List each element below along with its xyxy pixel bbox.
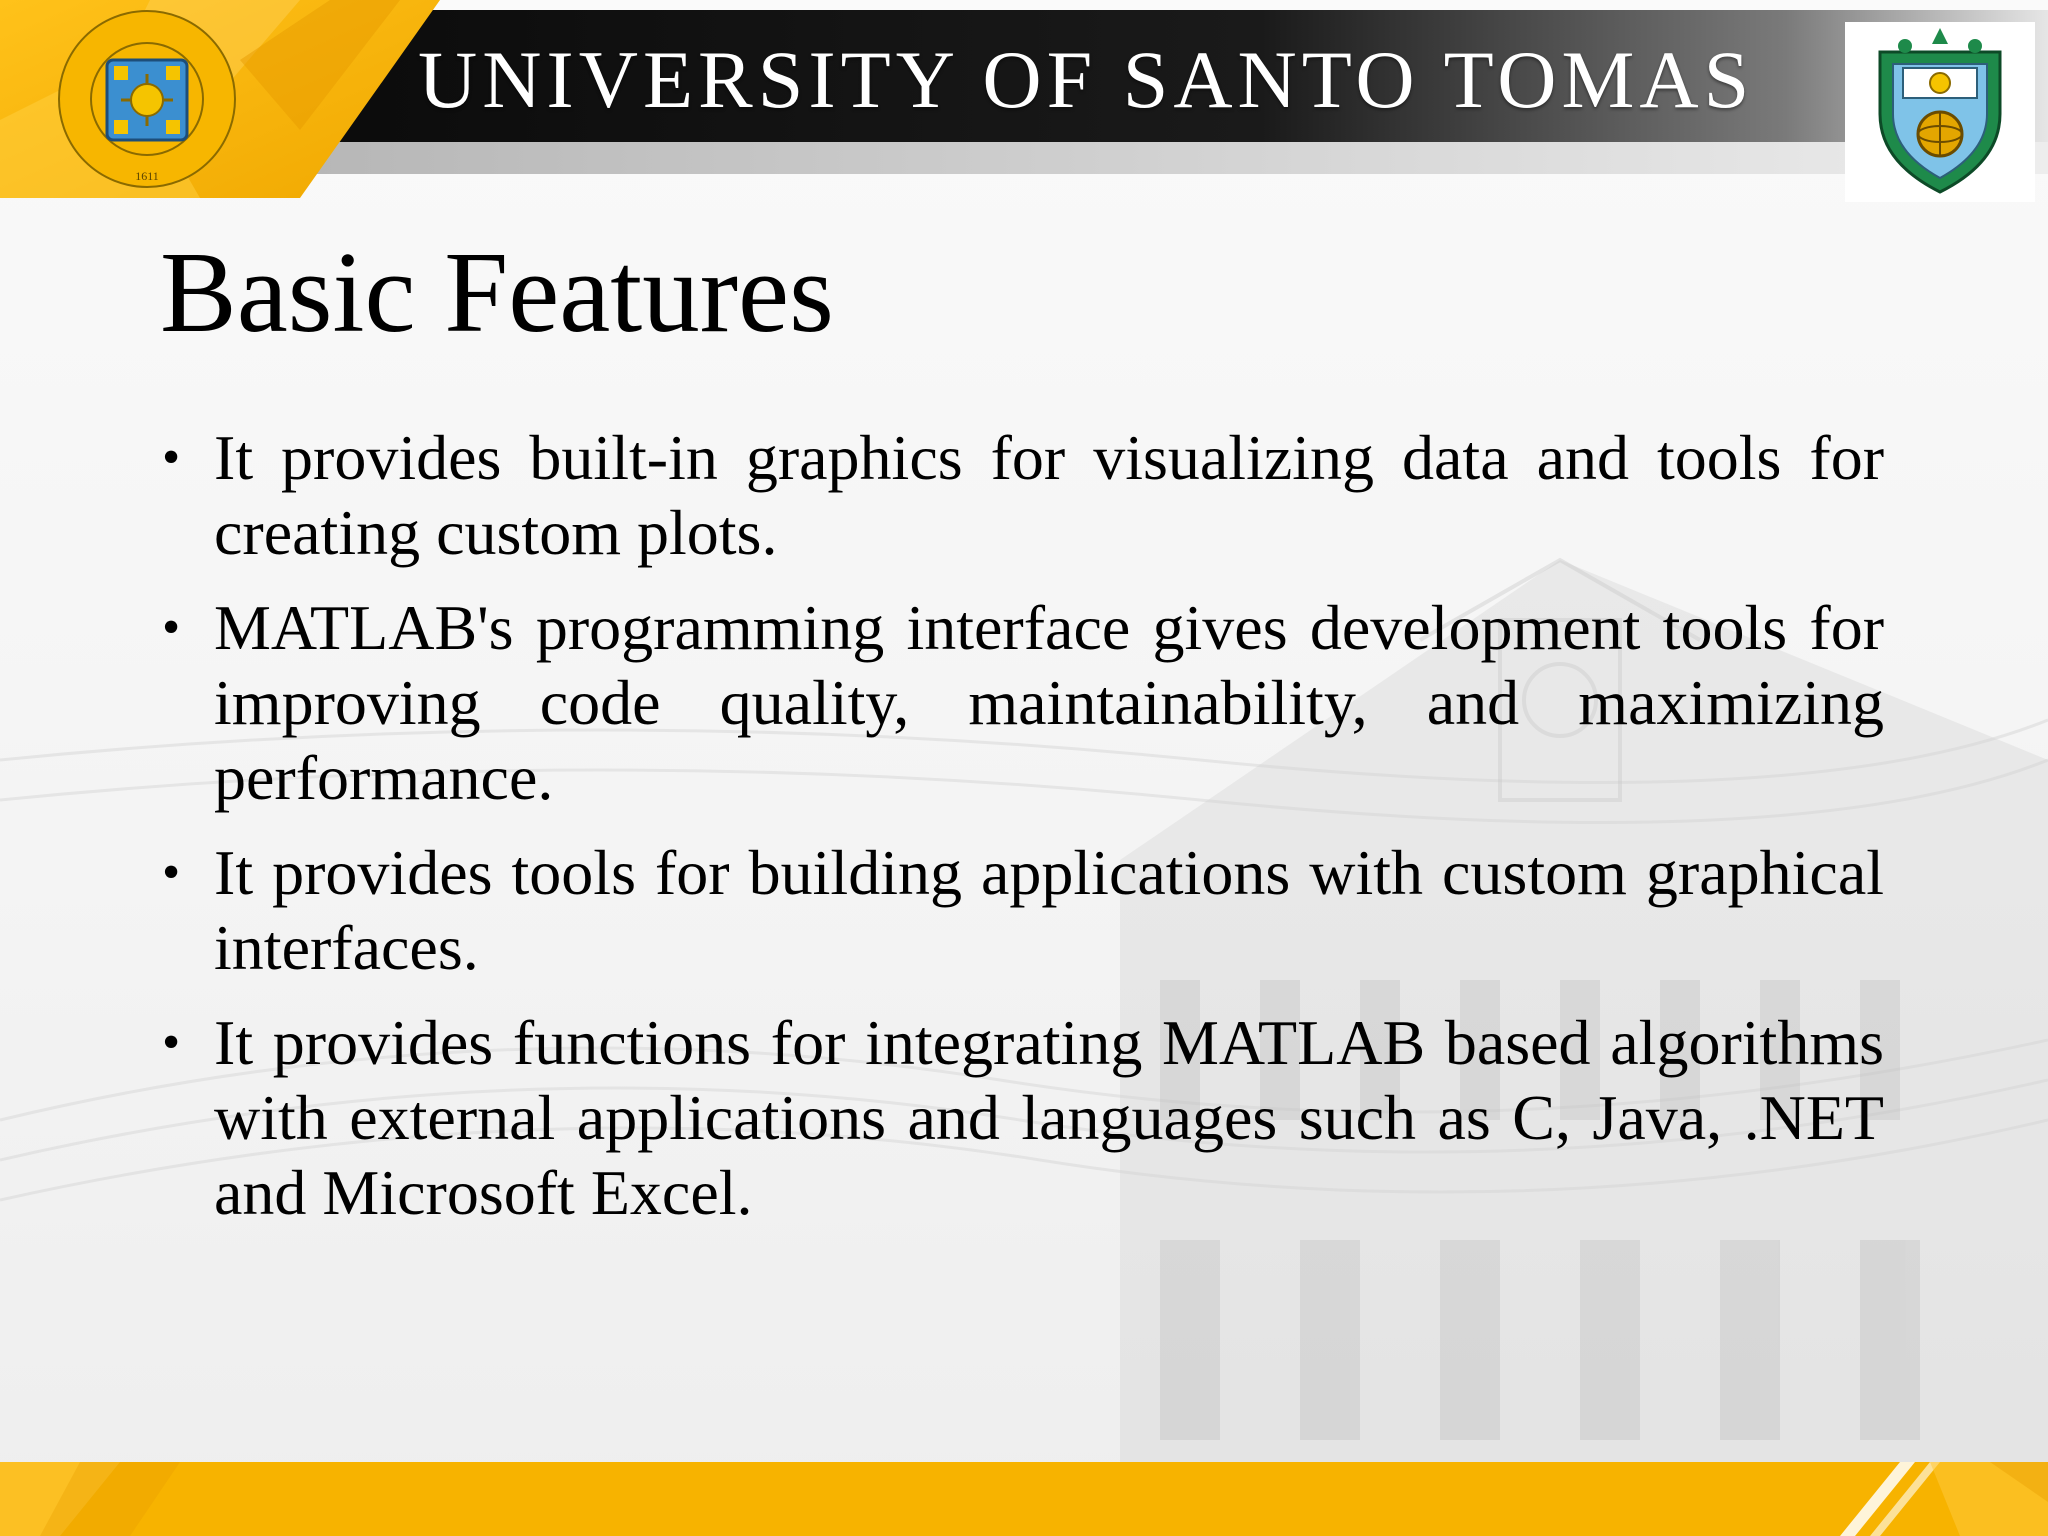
bullet-item <box>162 835 1884 985</box>
coat-of-arms-icon <box>1845 22 2035 202</box>
bullet-list <box>162 420 1884 1250</box>
university-seal-icon <box>38 4 256 194</box>
bullet-marker: • <box>162 599 181 656</box>
bullet-marker: • <box>162 844 181 901</box>
footer-banner <box>0 1462 2048 1536</box>
bullet-item <box>162 420 1884 570</box>
bullet-text: MATLAB's programming interface gives development tools for improving code quality, maintainability, and maximizing performance. <box>214 592 1884 813</box>
bullet-text: It provides tools for building applications with custom graphical interfaces. <box>214 837 1884 983</box>
svg-text:1611: 1611 <box>135 169 159 183</box>
slide-title: Basic Features <box>160 229 834 356</box>
bullet-text: It provides built-in graphics for visualizing data and tools for creating custom plots. <box>214 422 1884 568</box>
bullet-marker: • <box>162 1014 181 1071</box>
bullet-item <box>162 590 1884 815</box>
bullet-item <box>162 1005 1884 1230</box>
bullet-text: It provides functions for integrating MATLAB based algorithms with external applications and languages such as C, Java, .NET and Microsoft Excel. <box>214 1007 1884 1228</box>
bullet-marker: • <box>162 429 181 486</box>
university-name: UNIVERSITY OF SANTO TOMAS <box>418 34 1755 125</box>
